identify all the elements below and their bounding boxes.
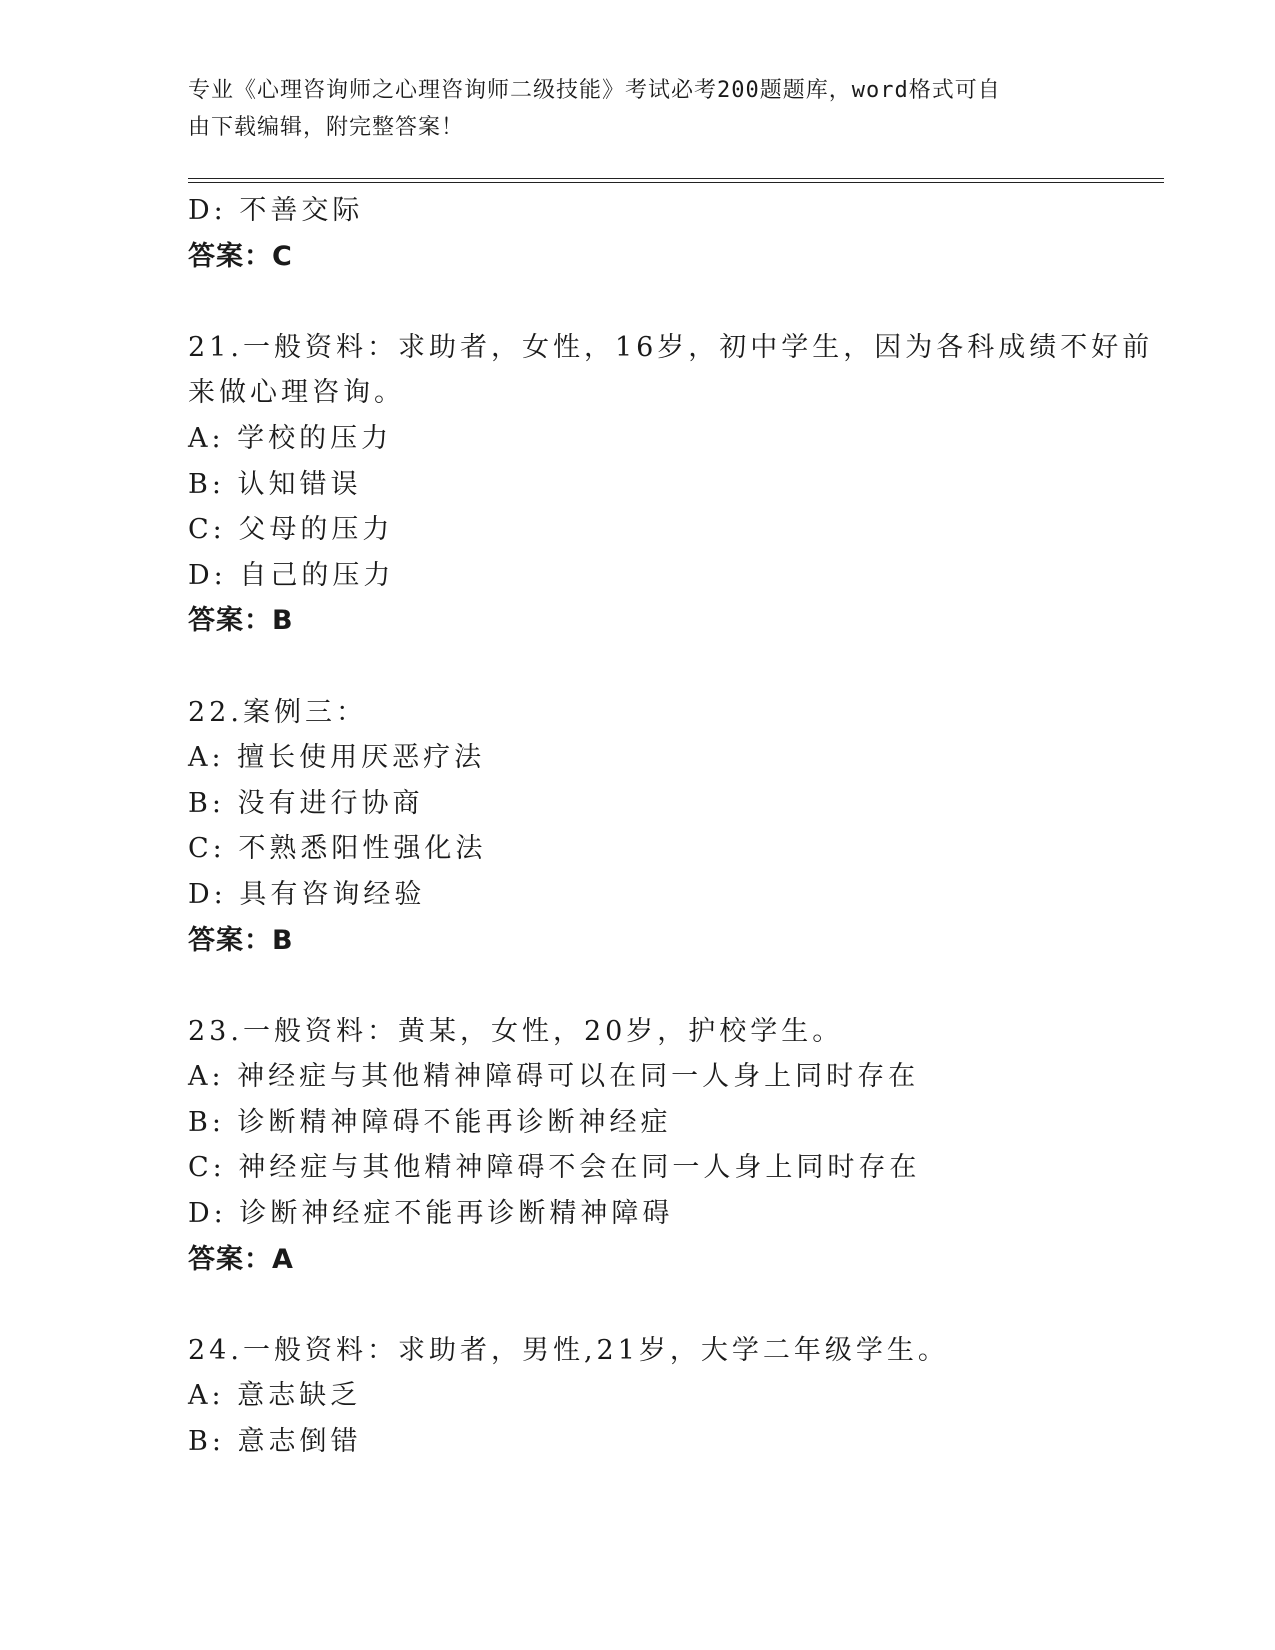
question-stem: 24.一般资料：求助者，男性,21岁，大学二年级学生。 (188, 1334, 949, 1366)
option-b: B: 认知错误 (188, 468, 362, 500)
header-divider (188, 178, 1164, 183)
option-d: D: 具有咨询经验 (188, 878, 426, 910)
option-a: A: 意志缺乏 (188, 1380, 362, 1412)
question-23 (188, 1009, 1088, 1283)
question-stem-cont: 来做心理咨询。 (188, 377, 405, 409)
option-a: A: 擅长使用厌恶疗法 (188, 742, 486, 774)
question-list (188, 188, 1154, 1465)
prev-option-d: D: 不善交际 (188, 195, 364, 226)
option-a: A: 学校的压力 (188, 422, 393, 454)
question-24 (188, 1328, 1088, 1465)
question-stem: 21.一般资料：求助者，女性，16岁，初中学生，因为各科成绩不好前 (188, 331, 1154, 363)
option-c: C: 神经症与其他精神障碍不会在同一人身上同时存在 (188, 1152, 921, 1184)
option-c: C: 父母的压力 (188, 514, 394, 546)
answer: 答案：B (188, 605, 294, 637)
header-line-2: 由下载编辑，附完整答案！ (188, 115, 465, 140)
option-b: B: 意志倒错 (188, 1426, 362, 1458)
option-a: A: 神经症与其他精神障碍可以在同一人身上同时存在 (188, 1061, 920, 1093)
question-stem: 22.案例三： (188, 696, 367, 728)
question-stem: 23.一般资料：黄某，女性，20岁，护校学生。 (188, 1015, 844, 1047)
prev-answer: 答案：C (188, 240, 293, 272)
option-c: C: 不熟悉阳性强化法 (188, 833, 487, 865)
question-22 (188, 690, 1088, 964)
option-d: D: 自己的压力 (188, 559, 395, 591)
option-b: B: 没有进行协商 (188, 787, 424, 819)
option-b: B: 诊断精神障碍不能再诊断神经症 (188, 1106, 672, 1138)
answer: 答案：B (188, 924, 294, 956)
header-line-1: 专业《心理咨询师之心理咨询师二级技能》考试必考200题题库，word格式可自 (188, 78, 1001, 103)
document-header (188, 72, 1068, 146)
option-d: D: 诊断神经症不能再诊断精神障碍 (188, 1198, 674, 1230)
question-21 (188, 325, 1154, 644)
answer: 答案：A (188, 1243, 294, 1275)
